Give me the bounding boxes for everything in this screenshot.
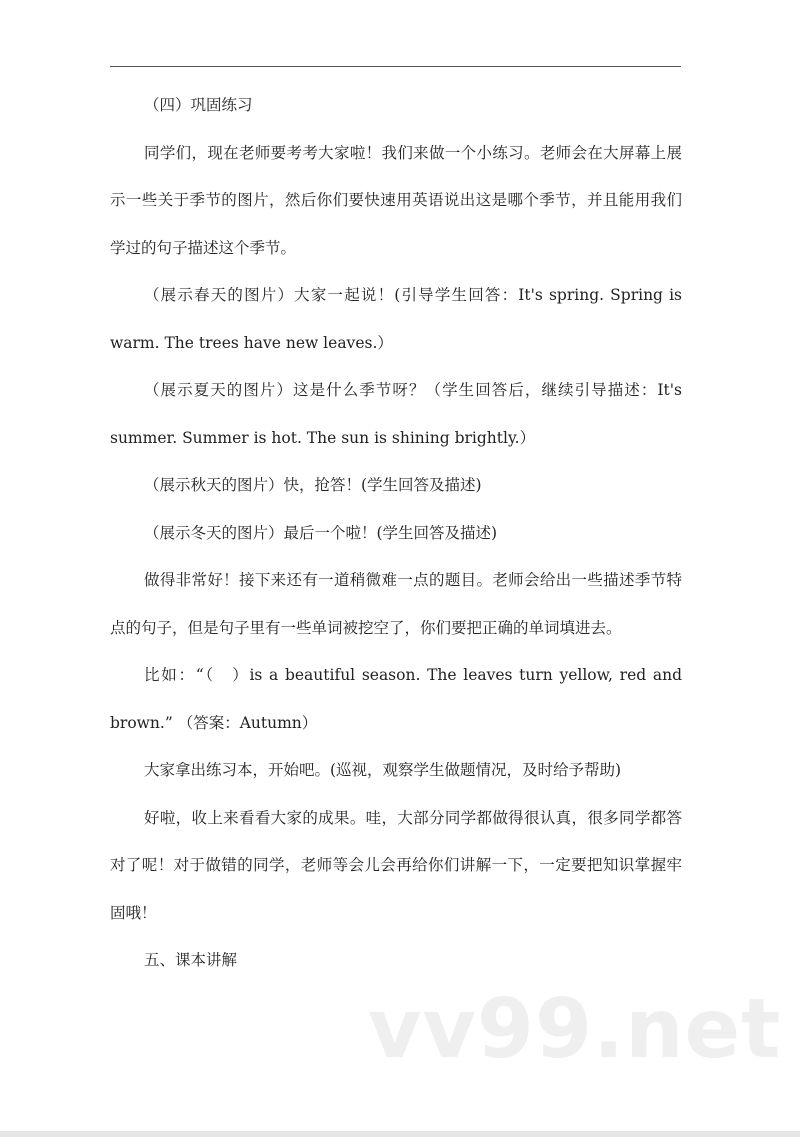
header-rule: [110, 66, 681, 67]
page-bottom-edge: [0, 1131, 800, 1137]
paragraph: 同学们，现在老师要考考大家啦！我们来做一个小练习。老师会在大屏幕上展示一些关于季节的图片，然后你们要快速用英语说出这是哪个季节，并且能用我们学过的句子描述这个季节。: [110, 143, 682, 257]
section-heading: （四）巩固练习: [144, 96, 253, 114]
paragraph: （展示春天的图片）大家一起说！(引导学生回答：It's spring. Spring is warm. The trees have new leaves.）: [110, 286, 682, 352]
paragraph: 好啦，收上来看看大家的成果。哇，大部分同学都做得很认真，很多同学都答对了呢！对于做错的同学，老师等会儿会再给你们讲解一下，一定要把知识掌握牢固哦！: [110, 808, 682, 922]
paragraph: （展示冬天的图片）最后一个啦！(学生回答及描述): [144, 523, 498, 542]
document-body: [110, 82, 682, 985]
watermark: vv99.net: [368, 982, 782, 1077]
paragraph: 比如：“（ ）is a beautiful season. The leaves turn yellow, red and brown.” （答案：Autumn）: [110, 666, 682, 732]
paragraph: （展示夏天的图片）这是什么季节呀？（学生回答后，继续引导描述：It's summer. Summer is hot. The sun is shining brightly.）: [110, 381, 682, 447]
paragraph: 大家拿出练习本，开始吧。(巡视，观察学生做题情况，及时给予帮助): [144, 761, 622, 779]
section-heading: 五、课本讲解: [144, 951, 238, 969]
paragraph: （展示秋天的图片）快，抢答！(学生回答及描述): [144, 476, 482, 494]
paragraph: 做得非常好！接下来还有一道稍微难一点的题目。老师会给出一些描述季节特点的句子，但是句子里有一些单词被挖空了，你们要把正确的单词填进去。: [110, 571, 682, 637]
